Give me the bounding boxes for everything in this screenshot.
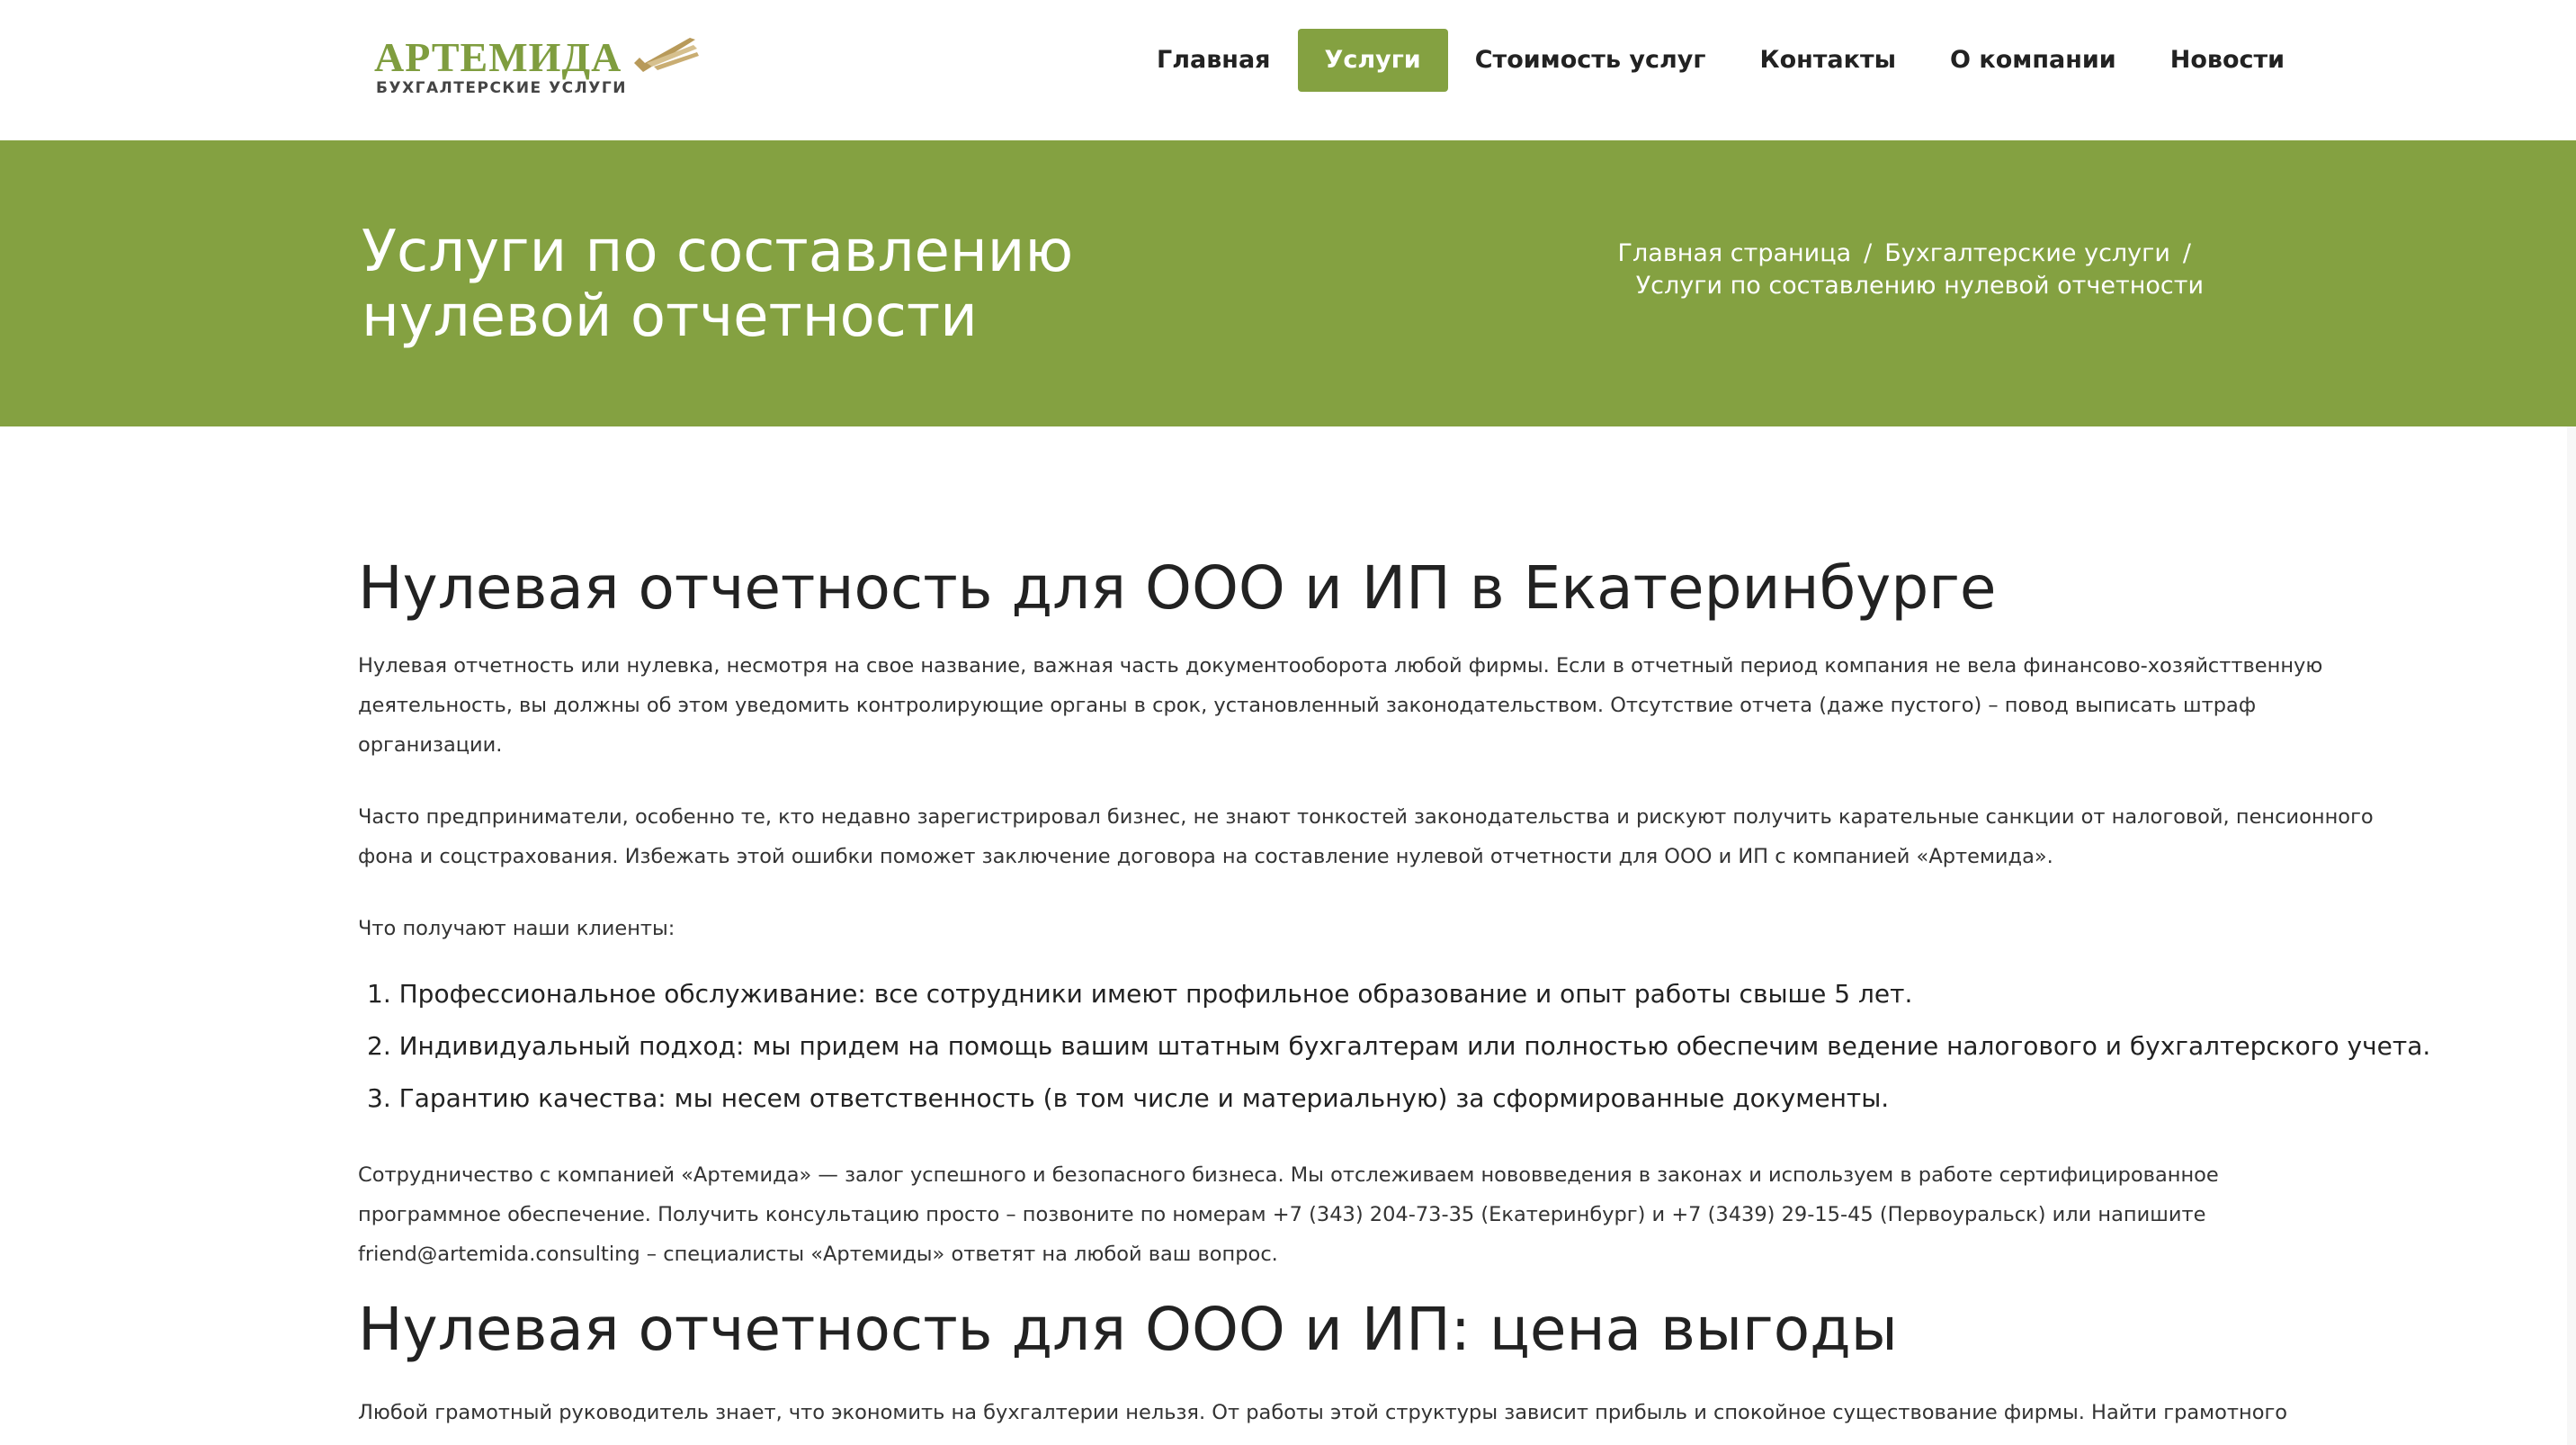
intro-paragraph: [358, 646, 2323, 765]
contact-line-2: программное обеспечение. Получить консультацию просто – позвоните по номерам +7 (343) 204-73-35 (Екатеринбург) и +7 (3439) 29-15-45 (Первоуральск) или напишите: [358, 1203, 2206, 1226]
breadcrumb-section-link[interactable]: Бухгалтерские услуги: [1884, 239, 2170, 267]
list-item: 3. Гарантию качества: мы несем ответственность (в том числе и материальную) за сформированные документы.: [367, 1083, 1890, 1113]
nav-item-news[interactable]: Новости: [2169, 46, 2285, 74]
price-paragraph: Любой грамотный руководитель знает, что экономить на бухгалтерии нельзя. От работы этой структуры зависит прибыль и спокойное существование фирмы. Найти грамотного: [358, 1401, 2288, 1424]
logo-title: АРТЕМИДА: [374, 34, 622, 80]
breadcrumb-current: Услуги по составлению нулевой отчетности: [1635, 272, 2204, 300]
nav-item-services[interactable]: Услуги: [1298, 29, 1448, 92]
list-item: 1. Профессиональное обслуживание: все сотрудники имеют профильное образование и опыт работы свыше 5 лет.: [367, 979, 1913, 1009]
intro-line-1: Нулевая отчетность или нулевка, несмотря на свое название, важная часть документооборота любой фирмы. Если в отчетный период компания не вела финансово-хозяйсттвенную: [358, 654, 2323, 678]
breadcrumb: [1484, 238, 2204, 302]
breadcrumb-home-link[interactable]: Главная страница: [1617, 239, 1852, 267]
benefits-intro: Что получают наши клиенты:: [358, 917, 675, 940]
contact-paragraph: [358, 1155, 2219, 1274]
logo-subtitle: БУХГАЛТЕРСКИЕ УСЛУГИ: [376, 79, 627, 97]
page-title-line-2: нулевой отчетности: [362, 283, 978, 350]
breadcrumb-separator: /: [1864, 239, 1873, 267]
list-item: 2. Индивидуальный подход: мы придем на помощь вашим штатным бухгалтерам или полностью обеспечим ведение налогового и бухгалтерского учета.: [367, 1031, 2431, 1061]
site-header: [0, 0, 2576, 140]
risk-paragraph: [358, 797, 2374, 876]
intro-line-3: организации.: [358, 733, 503, 757]
main-content: [358, 549, 2431, 1432]
logo[interactable]: [374, 34, 698, 97]
page-title: [362, 220, 1171, 349]
risk-line-1: Часто предприниматели, особенно те, кто недавно зарегистрировал бизнес, не знают тонкостей законодательства и рискуют получить карательные санкции от налоговой, пенсионного: [358, 805, 2374, 829]
benefits-list: [367, 968, 2431, 1125]
nav-item-home[interactable]: Главная: [1157, 46, 1271, 74]
contact-line-1: Сотрудничество с компанией «Артемида» — залог успешного и безопасного бизнеса. Мы отслеживаем нововведения в законах и используем в работе сертифицированное: [358, 1163, 2219, 1187]
main-nav: [1130, 29, 2312, 92]
contact-line-3: friend@artemida.consulting – специалисты «Артемиды» ответят на любой ваш вопрос.: [358, 1243, 1278, 1266]
breadcrumb-separator: /: [2182, 239, 2191, 267]
page-banner: [0, 140, 2576, 426]
nav-item-pricing[interactable]: Стоимость услуг: [1474, 46, 1706, 74]
nav-item-about[interactable]: О компании: [1950, 46, 2116, 74]
section-heading-zero-reporting: Нулевая отчетность для ООО и ИП в Екатеринбурге: [358, 553, 1997, 623]
risk-line-2: фона и соцстрахования. Избежать этой ошибки поможет заключение договора на составление нулевой отчетности для ООО и ИП с компанией «Артемида».: [358, 845, 2053, 868]
page-title-line-1: Услуги по составлению: [362, 219, 1074, 285]
quill-checkmark-icon: [631, 36, 699, 76]
nav-item-contacts[interactable]: Контакты: [1759, 46, 1897, 74]
section-heading-price: Нулевая отчетность для ООО и ИП: цена выгоды: [358, 1295, 1898, 1364]
intro-line-2: деятельность, вы должны об этом уведомить контролирующие органы в срок, установленный законодательством. Отсутствие отчета (даже пустого) – повод выписать штраф: [358, 694, 2257, 717]
